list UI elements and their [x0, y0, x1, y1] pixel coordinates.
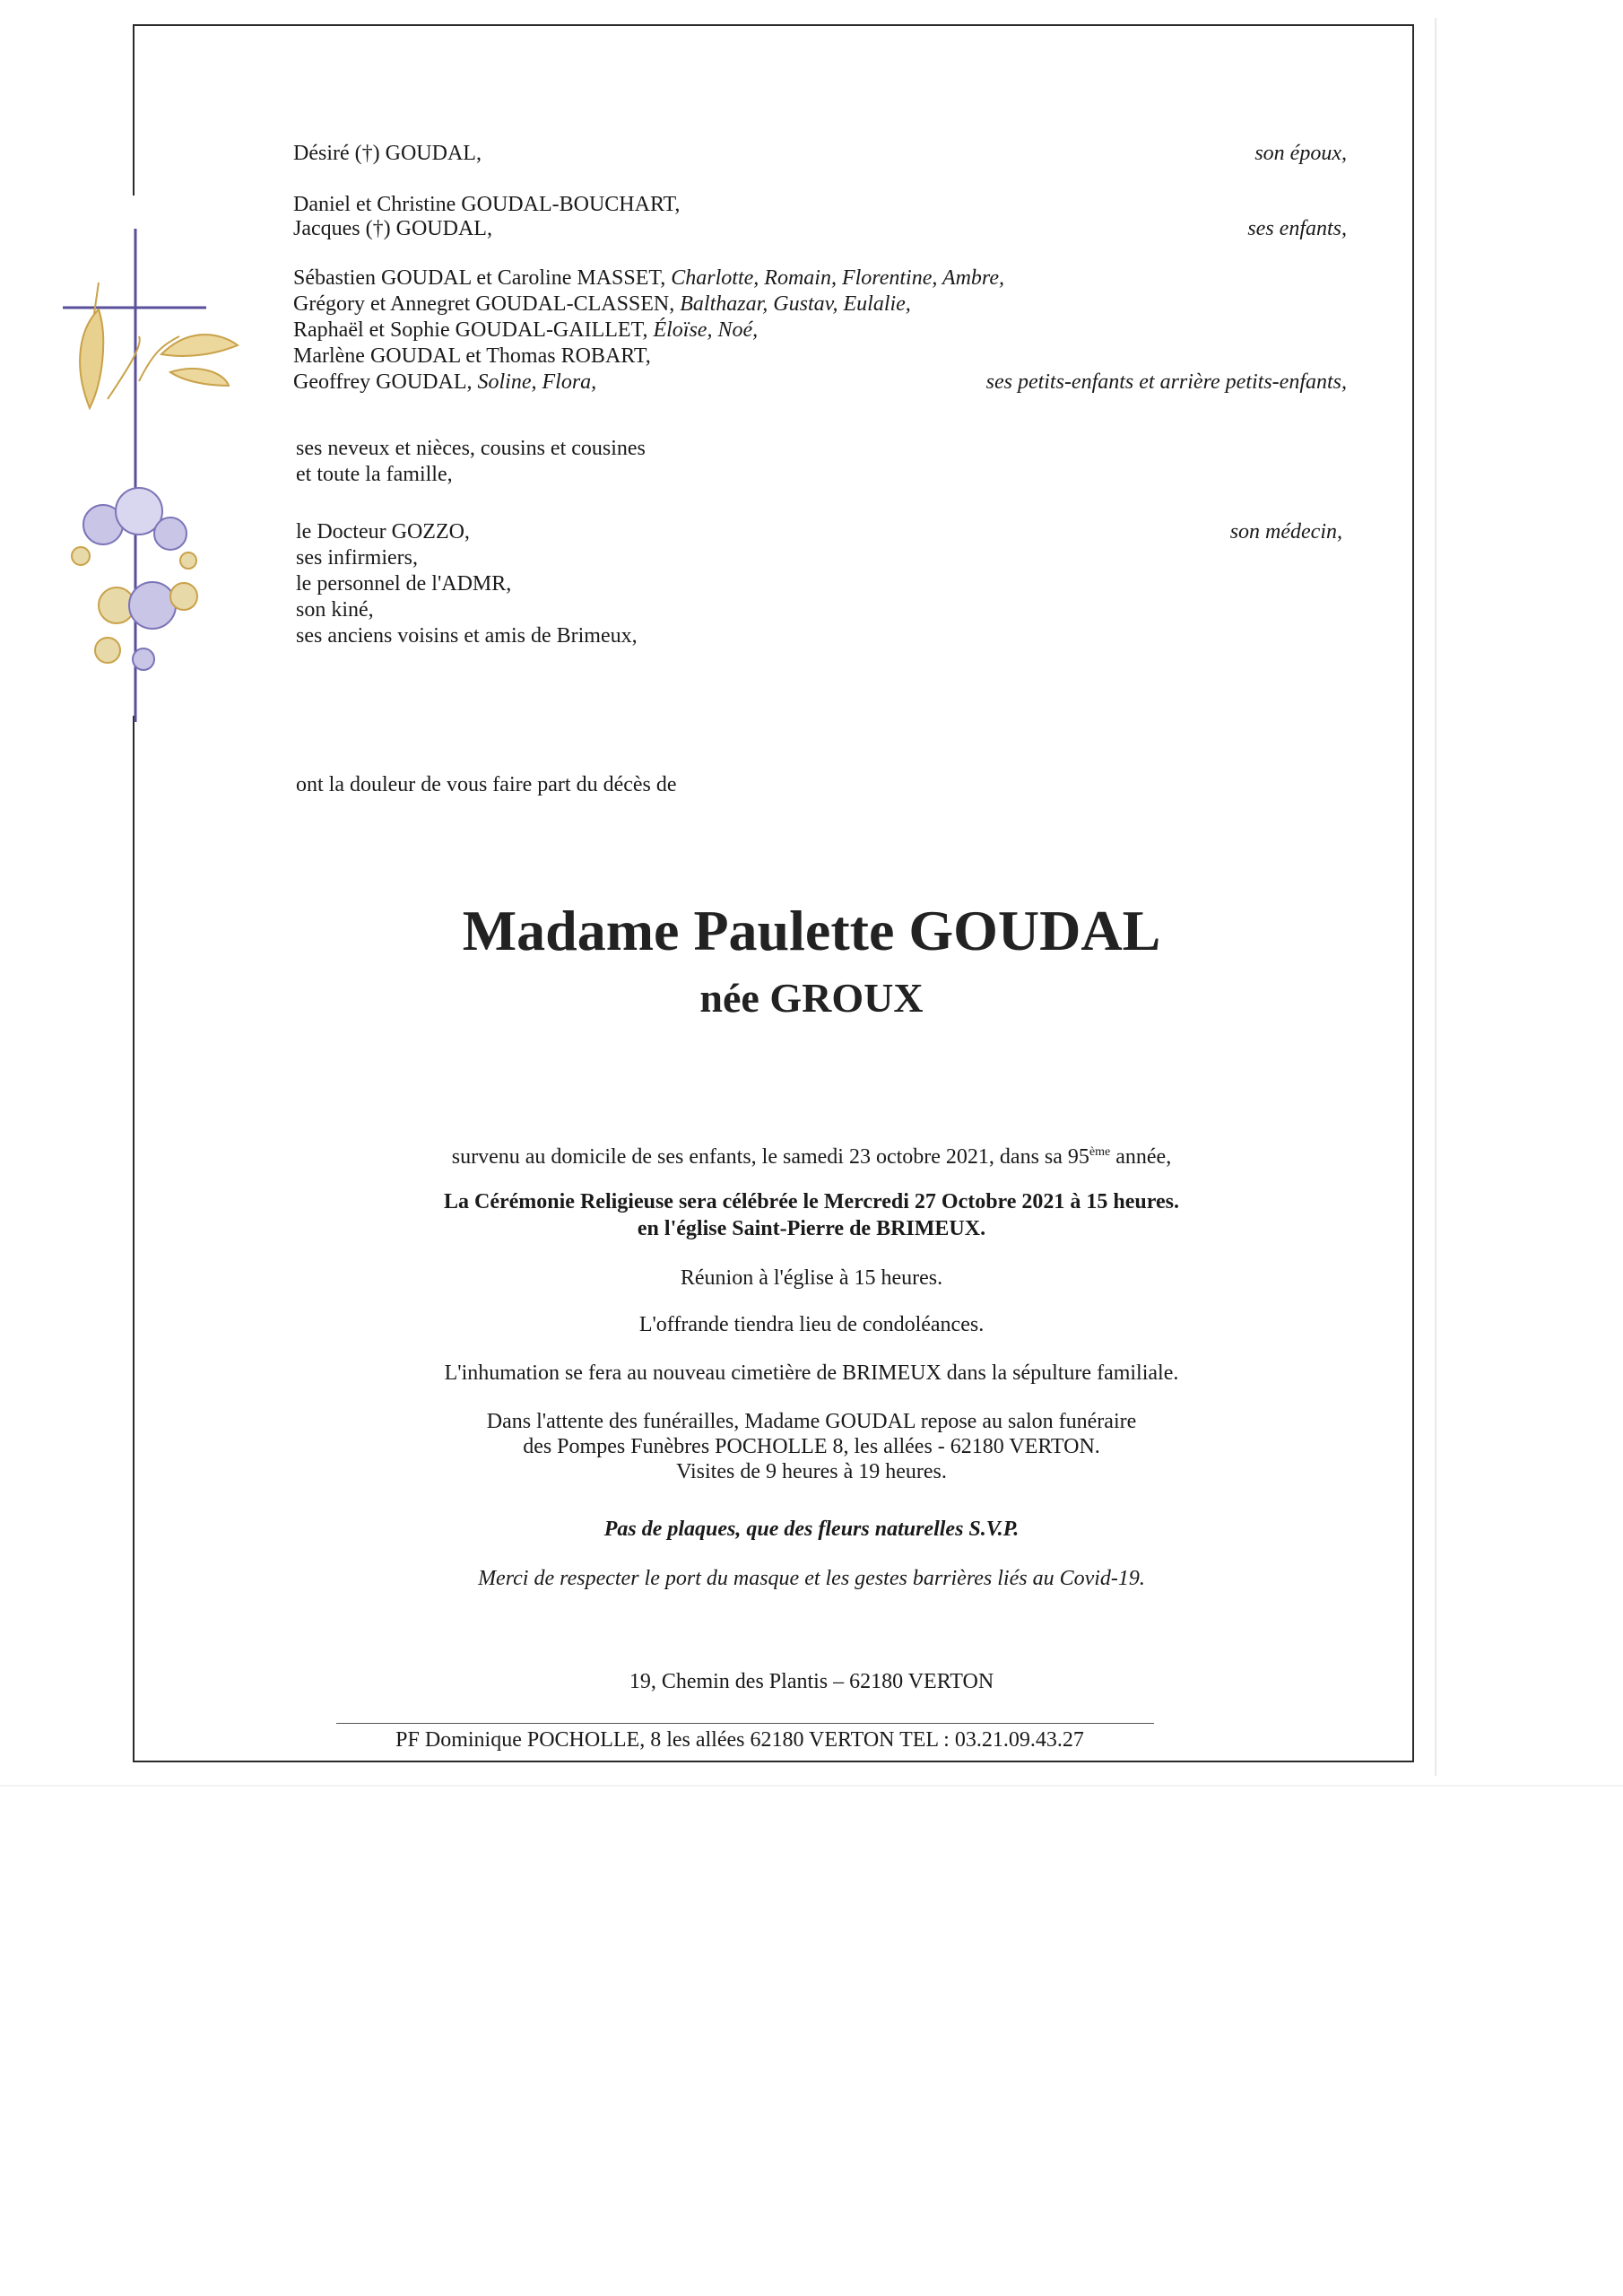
deceased-name: Madame Paulette GOUDAL	[462, 899, 1161, 962]
covid-note: Merci de respecter le port du masque et les gestes barrières liés au Covid-19.	[478, 1567, 1145, 1590]
offering-info: L'offrande tiendra lieu de condoléances.	[638, 1313, 985, 1336]
grandchild-line-4: Marlène GOUDAL et Thomas ROBART,	[293, 344, 651, 368]
footer-contact: PF Dominique POCHOLLE, 8 les allées 62180 VERTON TEL : 03.21.09.43.27	[395, 1728, 1084, 1752]
grandchild-line-3: Raphaël et Sophie GOUDAL-GAILLET, Éloïse, Noé,	[293, 318, 759, 342]
cross-emblem	[54, 229, 251, 722]
no-plaques-note: Pas de plaques, que des fleurs naturelles S.V.P.	[603, 1518, 1020, 1541]
burial-info: L'inhumation se fera au nouveau cimetière de BRIMEUX dans la sépulture familiale.	[444, 1361, 1179, 1385]
grandchild-line-2: Grégory et Annegret GOUDAL-CLASSEN, Balthazar, Gustav, Eulalie,	[293, 292, 911, 316]
footer-rule	[336, 1723, 1154, 1724]
children-role: ses enfants,	[1247, 217, 1347, 240]
wake-line-1: Dans l'attente des funérailles, Madame GOUDAL repose au salon funéraire	[486, 1410, 1137, 1433]
funeral-home-address: 19, Chemin des Plantis – 62180 VERTON	[629, 1670, 994, 1693]
child-line-2: Jacques (†) GOUDAL,	[293, 217, 492, 240]
extended-line-2: et toute la famille,	[296, 463, 453, 486]
cross-icon	[63, 229, 206, 722]
ceremony-line-2: en l'église Saint-Pierre de BRIMEUX.	[637, 1217, 986, 1240]
care-line-5: ses anciens voisins et amis de Brimeux,	[296, 624, 638, 648]
death-line: survenu au domicile de ses enfants, le samedi 23 octobre 2021, dans sa 95ème année,	[451, 1145, 1172, 1169]
spouse-role: son époux,	[1254, 142, 1347, 165]
wheat-icon	[80, 283, 238, 408]
care-line-1: le Docteur GOZZO,	[296, 520, 470, 544]
care-line-2: ses infirmiers,	[296, 546, 418, 570]
deceased-maiden-name: née GROUX	[699, 975, 924, 1021]
spouse-name: Désiré (†) GOUDAL,	[293, 142, 482, 165]
ceremony-line-1: La Cérémonie Religieuse sera célébrée le Mercredi 27 Octobre 2021 à 15 heures.	[444, 1190, 1179, 1213]
grandchildren-role: ses petits-enfants et arrière petits-enfants,	[985, 370, 1347, 394]
wake-line-2: des Pompes Funèbres POCHOLLE 8, les allées - 62180 VERTON.	[523, 1435, 1100, 1458]
care-line-3: le personnel de l'ADMR,	[296, 572, 512, 596]
meeting-info: Réunion à l'église à 15 heures.	[680, 1266, 943, 1290]
grandchild-line-5: Geoffrey GOUDAL, Soline, Flora,	[293, 370, 597, 394]
child-line-1: Daniel et Christine GOUDAL-BOUCHART,	[293, 193, 681, 216]
wake-line-3: Visites de 9 heures à 19 heures.	[676, 1460, 947, 1483]
care-role: son médecin,	[1229, 520, 1342, 544]
scan-edge-bottom	[0, 1785, 1623, 1787]
announcement: ont la douleur de vous faire part du décès de	[296, 773, 677, 796]
extended-line-1: ses neveux et nièces, cousins et cousines	[296, 437, 646, 460]
grandchild-line-1: Sébastien GOUDAL et Caroline MASSET, Charlotte, Romain, Florentine, Ambre,	[293, 266, 1005, 290]
care-line-4: son kiné,	[296, 598, 374, 622]
